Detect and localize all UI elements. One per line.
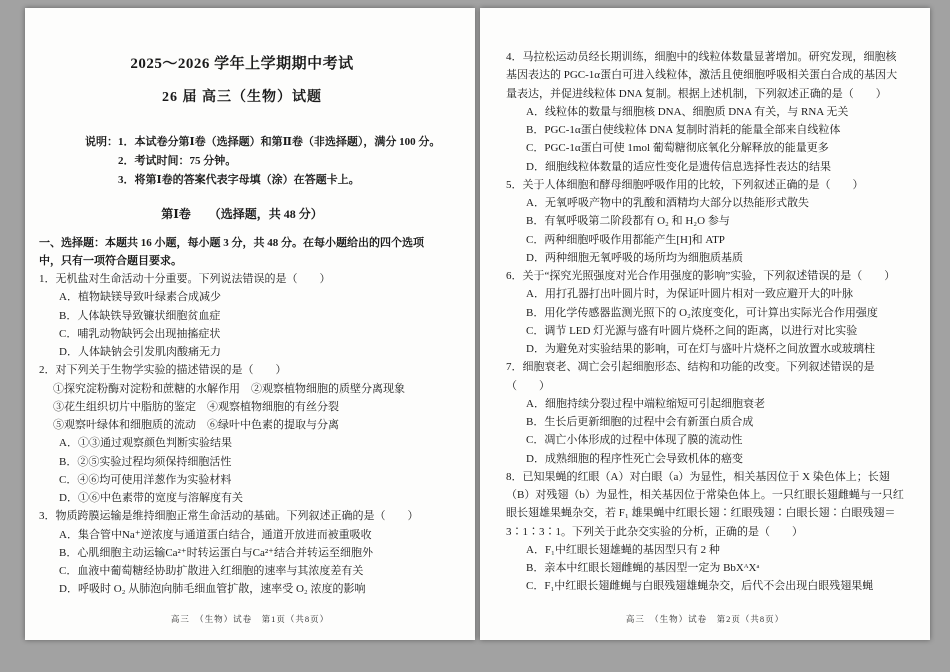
question-text: 8．已知果蝇的红眼（A）对白眼（a）为显性，相关基因位于 X 染色体上；长翅（B）对残翅（b）为显性，相关基因位于常染色体上。一只红眼长翅雌蝇与一只红眼长翅雄果蝇杂交，若 F₁ 雄果蝇中红眼长翅∶红眼残翅∶白眼长翅∶白眼残翅＝3∶1∶3∶1。下列关于此杂交实验的分析，正确的是（ ） (506, 470, 904, 538)
question-option: A．无氧呼吸产物中的乳酸和酒精均大部分以热能形式散失 (526, 197, 809, 209)
question-option: C．PGC-1α蛋白可使 1mol 葡萄糖彻底氧化分解释放的能量更多 (526, 142, 829, 155)
note-text: 1．本试卷分第Ⅰ卷（选择题）和第Ⅱ卷（非选择题），满分 100 分。 (118, 136, 441, 148)
question-2 (39, 361, 445, 507)
page-footer: 高三 （生物）试卷 第1页（共8页） (170, 614, 330, 624)
question-4 (506, 48, 904, 176)
note-line: 2．考试时间：75 分钟。 (118, 154, 237, 167)
question-8 (506, 468, 904, 596)
question-option: C．F₁中红眼长翅雌蝇与白眼残翅雄蝇杂交，后代不会出现白眼残翅果蝇 (526, 580, 874, 593)
question-option: A．集合管中Na⁺逆浓度与通道蛋白结合，通道开放进而被重吸收 (59, 528, 372, 541)
question-1 (39, 270, 445, 361)
question-option: C．血液中葡萄糖经协助扩散进入红细胞的速率与其浓度差有关 (59, 565, 364, 578)
question-option: D．①⑥中色素带的宽度与溶解度有关 (59, 492, 243, 505)
question-option: B．心肌细胞主动运输Ca²⁺时转运蛋白与Ca²⁺结合并转运至细胞外 (59, 546, 373, 559)
exam-notes (39, 133, 445, 190)
question-text: 2．对下列关于生物学实验的描述错误的是（ ） (39, 364, 287, 377)
question-option: C．哺乳动物缺钙会出现抽搐症状 (59, 327, 221, 340)
question-option: B．有氧呼吸第二阶段都有 O₂ 和 H₂O 参与 (526, 215, 730, 228)
section-intro: 一、选择题：本题共 16 小题，每小题 3 分，共 48 分。在每小题给出的四个选项中，只有一项符合题目要求。 (39, 236, 424, 267)
page-footer: 高三 （生物）试卷 第2页（共8页） (625, 614, 785, 624)
question-text: 4．马拉松运动员经长期训练，细胞中的线粒体数量显著增加。研究发现，细胞核基因表达的 PGC-1α蛋白可进入线粒体，激活且使细胞呼吸相关蛋白合成的基因大量表达，并促进线粒体 DNA 复制。根据上述机制，下列叙述正确的是（ ） (506, 51, 898, 100)
note-line: 3．将第Ⅰ卷的答案代表字母填（涂）在答题卡上。 (118, 173, 360, 186)
question-subitem: ③花生组织切片中脂肪的鉴定 ④观察植物细胞的有丝分裂 (53, 400, 339, 413)
question-option: C．凋亡小体形成的过程中体现了膜的流动性 (526, 434, 743, 447)
question-option: B．人体缺铁导致镰状细胞贫血症 (59, 309, 221, 322)
note-line (85, 133, 445, 152)
exam-subtitle: 26 届 高三（生物）试题 (162, 90, 322, 105)
question-option: C．两种细胞呼吸作用都能产生[H]和 ATP (526, 233, 725, 246)
question-option: A．F₁中红眼长翅雄蝇的基因型只有 2 种 (526, 543, 720, 556)
section-title: 第Ⅰ卷 （选择题，共 48 分） (161, 206, 323, 221)
question-6 (506, 267, 904, 358)
question-option: A．①③通过观察颜色判断实验结果 (59, 437, 232, 450)
question-option: B．②⑤实验过程均须保持细胞活性 (59, 455, 232, 468)
question-text: 3．物质跨膜运输是维持细胞正常生命活动的基础。下列叙述正确的是（ ） (39, 510, 419, 523)
question-option: B．生长后更新细胞的过程中会有新蛋白质合成 (526, 416, 754, 428)
question-text: 5．关于人体细胞和酵母细胞呼吸作用的比较，下列叙述正确的是（ ） (506, 178, 864, 191)
question-option: C．④⑥均可使用洋葱作为实验材料 (59, 473, 232, 486)
question-option: D．细胞线粒体数量的适应性变化是遗传信息选择性表达的结果 (526, 160, 831, 173)
question-option: B．用化学传感器监测光照下的 O₂浓度变化，可计算出实际光合作用强度 (526, 306, 878, 319)
question-5 (506, 176, 904, 267)
question-option: A．植物缺镁导致叶绿素合成减少 (59, 291, 221, 304)
exam-page-1 (25, 8, 475, 640)
question-text: 1．无机盐对生命活动十分重要。下列说法错误的是（ ） (39, 273, 331, 286)
question-option: D．为避免对实验结果的影响，可在灯与盛叶片烧杯之间放置水或玻璃柱 (526, 343, 875, 355)
question-text: 7．细胞衰老、凋亡会引起细胞形态、结构和功能的改变。下列叙述错误的是（ ） (506, 361, 875, 392)
notes-label: 说明： (85, 136, 118, 148)
question-subitem: ⑤观察叶绿体和细胞质的流动 ⑥绿叶中色素的提取与分离 (53, 419, 339, 432)
question-option: A．线粒体的数量与细胞核 DNA、细胞质 DNA 有关，与 RNA 无关 (526, 105, 849, 118)
question-option: D．两种细胞无氧呼吸的场所均为细胞质基质 (526, 251, 743, 264)
question-option: B．亲本中红眼长翅雌蝇的基因型一定为 BbXᴬXᵃ (526, 562, 760, 574)
question-3 (39, 507, 445, 598)
question-option: A．细胞持续分裂过程中端粒缩短可引起细胞衰老 (526, 397, 765, 410)
question-option: B．PGC-1α蛋白使线粒体 DNA 复制时消耗的能量全部来自线粒体 (526, 124, 841, 136)
question-option: D．人体缺钠会引发肌肉酸痛无力 (59, 346, 221, 359)
question-7 (506, 358, 904, 468)
question-option: A．用打孔器打出叶圆片时，为保证叶圆片相对一致应避开大的叶脉 (526, 288, 853, 301)
question-subitem: ①探究淀粉酶对淀粉和蔗糖的水解作用 ②观察植物细胞的质壁分离现象 (53, 382, 405, 395)
exam-title: 2025～2026 学年上学期期中考试 (130, 56, 354, 72)
question-option: C．调节 LED 灯光源与盛有叶圆片烧杯之间的距离，以进行对比实验 (526, 324, 858, 337)
question-text: 6．关于“探究光照强度对光合作用强度的影响”实验，下列叙述错误的是（ ） (506, 270, 896, 282)
question-option: D．呼吸时 O₂ 从肺泡向肺毛细血管扩散，速率受 O₂ 浓度的影响 (59, 583, 366, 596)
exam-page-2 (480, 8, 930, 640)
question-option: D．成熟细胞的程序性死亡会导致机体的癌变 (526, 452, 743, 465)
